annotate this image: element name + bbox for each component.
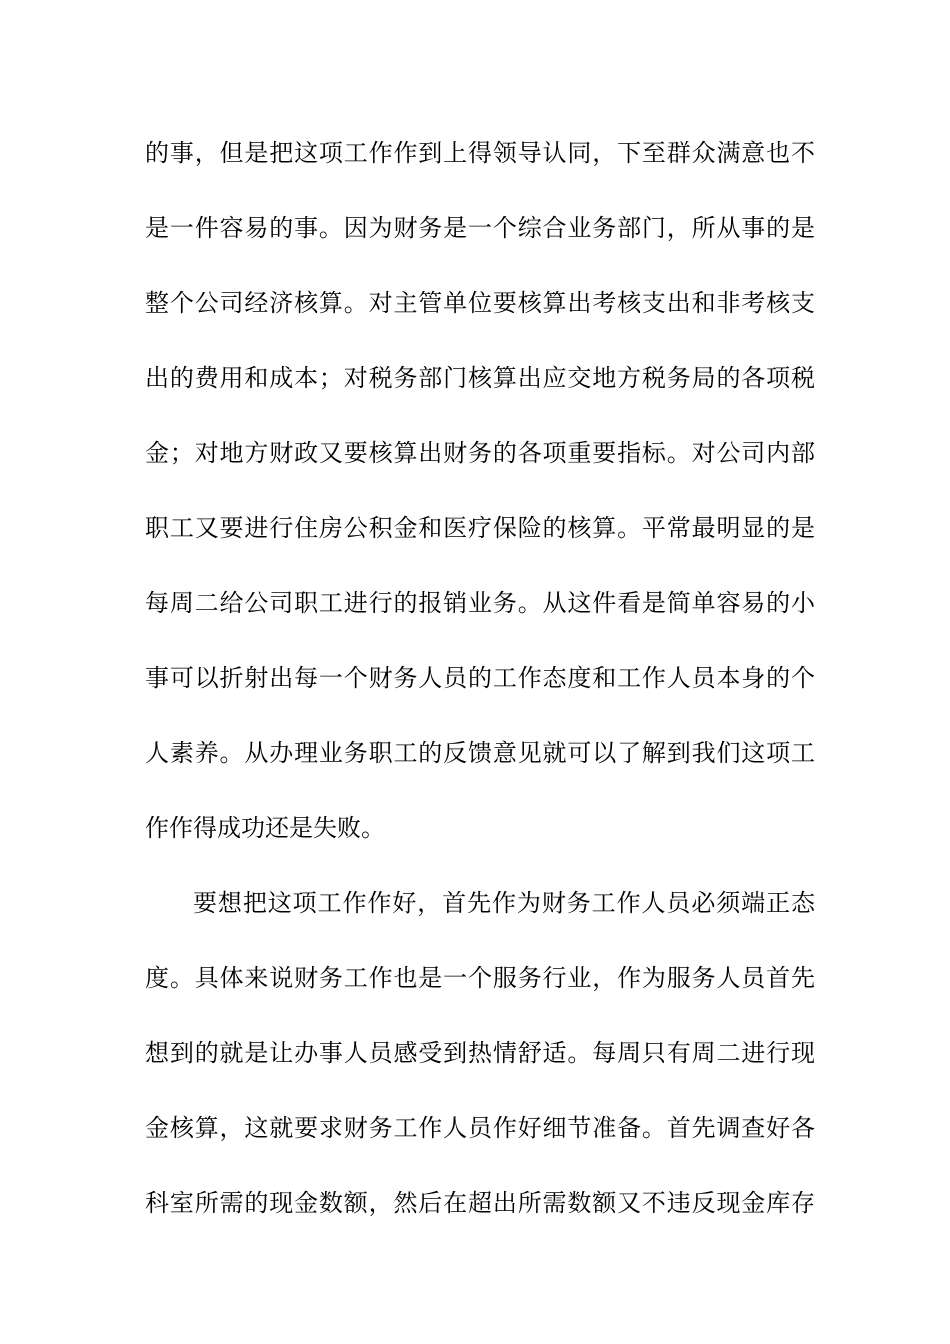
text-line: 每周二给公司职工进行的报销业务。从这件看是简单容易的小: [145, 589, 815, 617]
text-line: 度。具体来说财务工作也是一个服务行业，作为服务人员首先: [145, 964, 815, 992]
text-line: 整个公司经济核算。对主管单位要核算出考核支出和非考核支: [145, 289, 815, 317]
text-line: 的事，但是把这项工作作到上得领导认同，下至群众满意也不: [145, 139, 815, 167]
text-line: 职工又要进行住房公积金和医疗保险的核算。平常最明显的是: [145, 514, 815, 542]
text-line: 出的费用和成本；对税务部门核算出应交地方税务局的各项税: [145, 364, 815, 392]
text-line: 金；对地方财政又要核算出财务的各项重要指标。对公司内部: [145, 439, 815, 467]
body-text: [145, 131, 815, 1256]
paragraph-end-line: 作作得成功还是失败。: [145, 814, 385, 842]
paragraph-start-line: 要想把这项工作作好，首先作为财务工作人员必须端正态: [193, 889, 815, 917]
text-line: 人素养。从办理业务职工的反馈意见就可以了解到我们这项工: [145, 739, 815, 767]
text-line: 是一件容易的事。因为财务是一个综合业务部门，所从事的是: [145, 214, 815, 242]
text-line: 金核算，这就要求财务工作人员作好细节准备。首先调查好各: [145, 1114, 815, 1142]
text-line: 事可以折射出每一个财务人员的工作态度和工作人员本身的个: [145, 664, 815, 692]
text-line: 想到的就是让办事人员感受到热情舒适。每周只有周二进行现: [145, 1039, 815, 1067]
text-line: 科室所需的现金数额，然后在超出所需数额又不违反现金库存: [145, 1189, 815, 1217]
